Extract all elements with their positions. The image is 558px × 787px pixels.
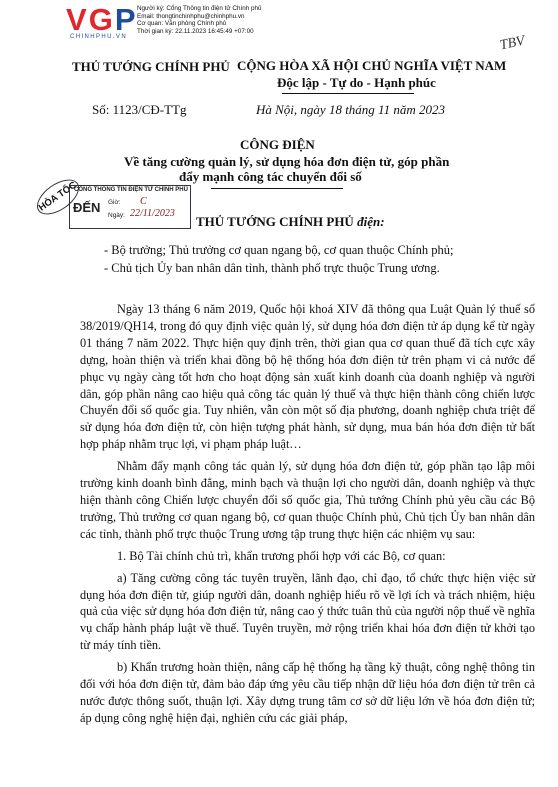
place-date: Hà Nội, ngày 18 tháng 11 năm 2023	[256, 102, 445, 117]
recipient-2: - Chủ tịch Ủy ban nhân dân tỉnh, thành phố trực thuộc Trung ương.	[104, 261, 440, 275]
logo-subtitle: CHINHPHU.VN	[70, 34, 128, 40]
stamp-den-label: ĐẾN	[73, 200, 101, 215]
nation-name: CỘNG HÒA XÃ HỘI CHỦ NGHĨA VIỆT NAM	[237, 58, 507, 73]
stamp-date-label: Ngày:	[108, 212, 125, 219]
signature-time: Thời gian ký: 22.11.2023 16:45:49 +07:00	[137, 27, 254, 35]
stamp-time-value: C	[140, 196, 147, 207]
signature-email: Email: thongtinchinhphu@chinhphu.vn	[137, 12, 245, 20]
stamp-header: CỔNG THÔNG TIN ĐIỆN TỬ CHÍNH PHỦ	[74, 187, 188, 193]
issuer-name: THỦ TƯỚNG CHÍNH PHỦ	[72, 59, 230, 74]
signature-signer: Người ký: Cổng Thông tin điện tử Chính phủ	[137, 5, 262, 12]
vgp-logo: VGP	[66, 2, 138, 37]
paragraph-3: 1. Bộ Tài chính chủ trì, khẩn trương phối hợp với các Bộ, cơ quan:	[117, 548, 446, 563]
received-stamp	[69, 185, 191, 229]
addressee-suffix: điện:	[357, 214, 385, 229]
handwritten-mark: TBV	[498, 33, 527, 54]
paragraph-4: a) Tăng cường công tác tuyên truyền, lãnh đạo, chỉ đạo, tổ chức thực hiện việc sử dụng hóa đơn điện tử, giúp người dân, doanh nghiệp hiểu rõ về lợi ích và trách nhiệm, hiệu quả của việc sử dụng hóa đơn điện tử, nâng cao ý thức tuân thủ của người nộp thuế về nghĩa vụ chấp hành pháp luật về thuế. Tuyên truyền, mở rộng triển khai hóa đơn điện tử khởi tạo từ máy tính tiền.	[80, 570, 535, 653]
paragraph-1: Ngày 13 tháng 6 năm 2019, Quốc hội khoá XIV đã thông qua Luật Quản lý thuế số 38/2019/QH14, trong đó quy định việc quản lý, sử dụng hóa đơn điện tử áp dụng kể từ ngày 01 tháng 7 năm 2022. Thực hiện quy định trên, thời gian qua cơ quan thuế đã tích cực xây dựng, hoàn thiện và triển khai đồng bộ hệ thống hóa đơn điện tử trên phạm vi cả nước để phục vụ ngày càng tốt hơn cho hoạt động sản xuất kinh doanh của doanh nghiệp và người dân, góp phần nâng cao hiệu quả công tác quản lý thuế và thực hiện thành công chiến lược Chuyển đổi số quốc gia. Tuy nhiên, vẫn còn một số địa phương, doanh nghiệp chưa triệt để sử dụng hóa đơn điện tử, còn hiện tượng phát hành, sử dụng, mua bán hóa đơn điện tử bất hợp pháp nhằm trục lợi, vi phạm pháp luật…	[80, 302, 535, 452]
national-motto: Độc lập - Tự do - Hạnh phúc	[277, 75, 436, 90]
document-number: Số: 1123/CĐ-TTg	[92, 102, 187, 117]
urgent-stamp: HỎA TỐC	[31, 173, 85, 222]
recipient-1: - Bộ trưởng; Thủ trưởng cơ quan ngang bộ, cơ quan thuộc Chính phủ;	[104, 243, 454, 257]
paragraph-2: Nhằm đẩy mạnh công tác quản lý, sử dụng hóa đơn điện tử, góp phần tạo lập môi trường kinh doanh bình đẳng, minh bạch và thuận lợi cho người dân, doanh nghiệp và thực hiện thành công Chiến lược chuyển đổi số quốc gia, Thủ tướng Chính phủ yêu cầu các Bộ trưởng, Thủ trưởng cơ quan ngang bộ, cơ quan thuộc Chính phủ, Chủ tịch Ủy ban nhân dân các tỉnh, thành phố trực thuộc Trung ương tập trung thực hiện các nhiệm vụ sau:	[80, 459, 535, 541]
addressee-prefix: THỦ TƯỚNG CHÍNH PHỦ	[196, 214, 354, 229]
stamp-time-label: Giờ:	[108, 199, 121, 206]
motto-underline	[282, 93, 414, 94]
document-type: CÔNG ĐIỆN	[240, 137, 315, 152]
document-title-line-2: đẩy mạnh công tác chuyển đổi số	[179, 169, 362, 184]
document-title-line-1: Về tăng cường quản lý, sử dụng hóa đơn điện tử, góp phần	[124, 154, 450, 169]
paragraph-5: b) Khẩn trương hoàn thiện, nâng cấp hệ thống hạ tầng kỹ thuật, công nghệ thông tin đối với hóa đơn điện tử, đảm bảo đáp ứng yêu cầu tiếp nhận dữ liệu hóa đơn điện tử trên cả nước được thông suốt, thuận lợi. Xây dựng trung tâm cơ sở dữ liệu lớn về hóa đơn điện tử; áp dụng công nghệ hiện đại, nghiên cứu các giải pháp,	[80, 660, 535, 725]
document-body	[80, 281, 535, 727]
stamp-date-value: 22/11/2023	[130, 208, 175, 219]
signature-agency: Cơ quan: Văn phòng Chính phủ	[137, 20, 227, 27]
title-underline	[211, 188, 343, 189]
digital-signature-block	[137, 5, 261, 35]
addressee-line	[196, 214, 385, 230]
